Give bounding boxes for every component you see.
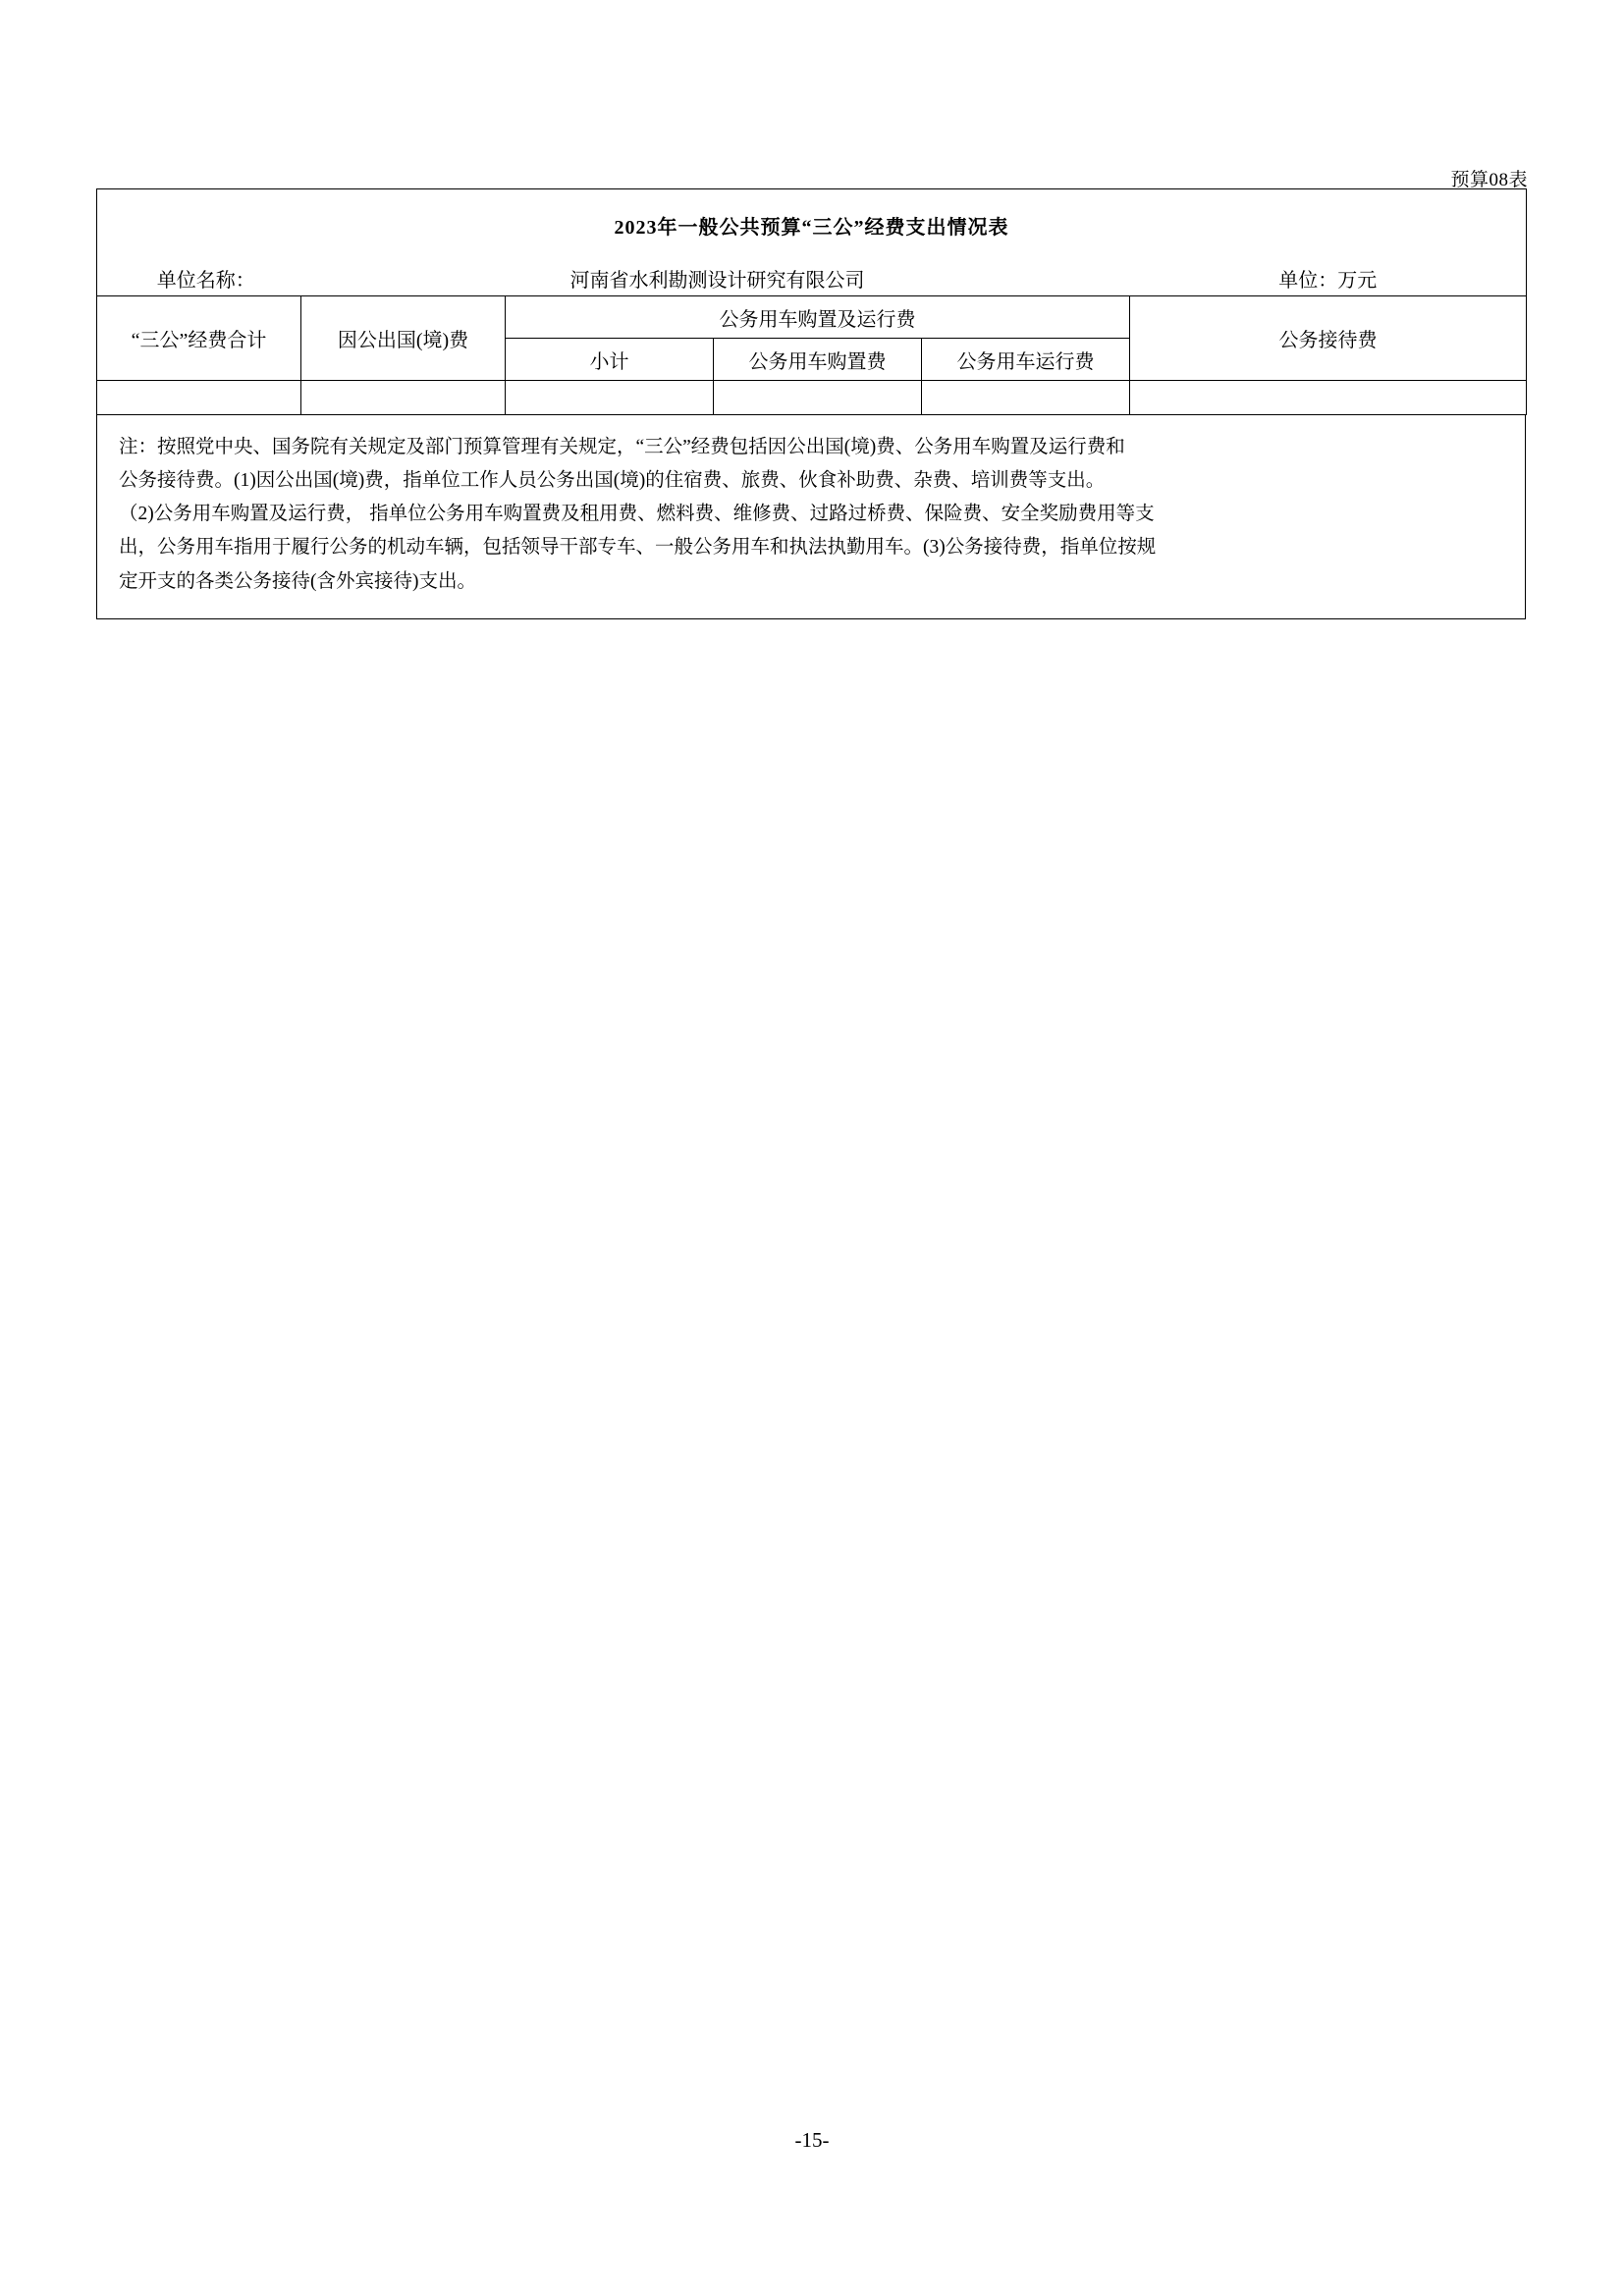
header-vehicle-group: 公务用车购置及运行费 xyxy=(506,296,1130,339)
unit-info-row xyxy=(97,260,1527,296)
cell-vehicle-subtotal xyxy=(506,381,714,415)
page-number: -15- xyxy=(794,2128,830,2152)
note-line-1: 注：按照党中央、国务院有关规定及部门预算管理有关规定，“三公”经费包括因公出国(境)费、公务用车购置及运行费和 xyxy=(119,437,1125,457)
header-total: “三公”经费合计 xyxy=(97,296,301,381)
header-vehicle-purchase: 公务用车购置费 xyxy=(714,339,922,381)
unit-name-label: 单位名称： xyxy=(97,260,301,296)
unit-measure-label: 单位：万元 xyxy=(1130,260,1527,296)
note-line-2: 公务接待费。(1)因公出国(境)费，指单位工作人员公务出国(境)的住宿费、旅费、伙食补助费、杂费、培训费等支出。 xyxy=(119,470,1106,492)
cell-vehicle-operation xyxy=(922,381,1130,415)
note-line-5: 定开支的各类公务接待(含外宾接待)支出。 xyxy=(119,570,476,592)
header-vehicle-subtotal: 小计 xyxy=(506,339,714,381)
note-line-3: （2)公务用车购置及运行费， 指单位公务用车购置费及租用费、燃料费、维修费、过路过桥费、保险费、安全奖励费用等支 xyxy=(119,504,1155,525)
table-row xyxy=(97,381,1527,415)
title-row xyxy=(97,189,1527,261)
note-line-4: 出，公务用车指用于履行公务的机动车辆，包括领导干部专车、一般公务用车和执法执勤用车。(3)公务接待费，指单位按规 xyxy=(119,537,1157,559)
notes-block xyxy=(96,415,1526,619)
budget-table xyxy=(96,188,1527,415)
sheet-label: 预算08表 xyxy=(1450,170,1528,190)
header-row-1 xyxy=(97,296,1527,339)
header-hospitality: 公务接待费 xyxy=(1130,296,1527,381)
header-abroad: 因公出国(境)费 xyxy=(301,296,506,381)
unit-name-value: 河南省水利勘测设计研究有限公司 xyxy=(301,260,1130,296)
cell-abroad xyxy=(301,381,506,415)
page-title: 2023年一般公共预算“三公”经费支出情况表 xyxy=(97,189,1527,261)
cell-total xyxy=(97,381,301,415)
header-vehicle-operation: 公务用车运行费 xyxy=(922,339,1130,381)
cell-hospitality xyxy=(1130,381,1527,415)
cell-vehicle-purchase xyxy=(714,381,922,415)
